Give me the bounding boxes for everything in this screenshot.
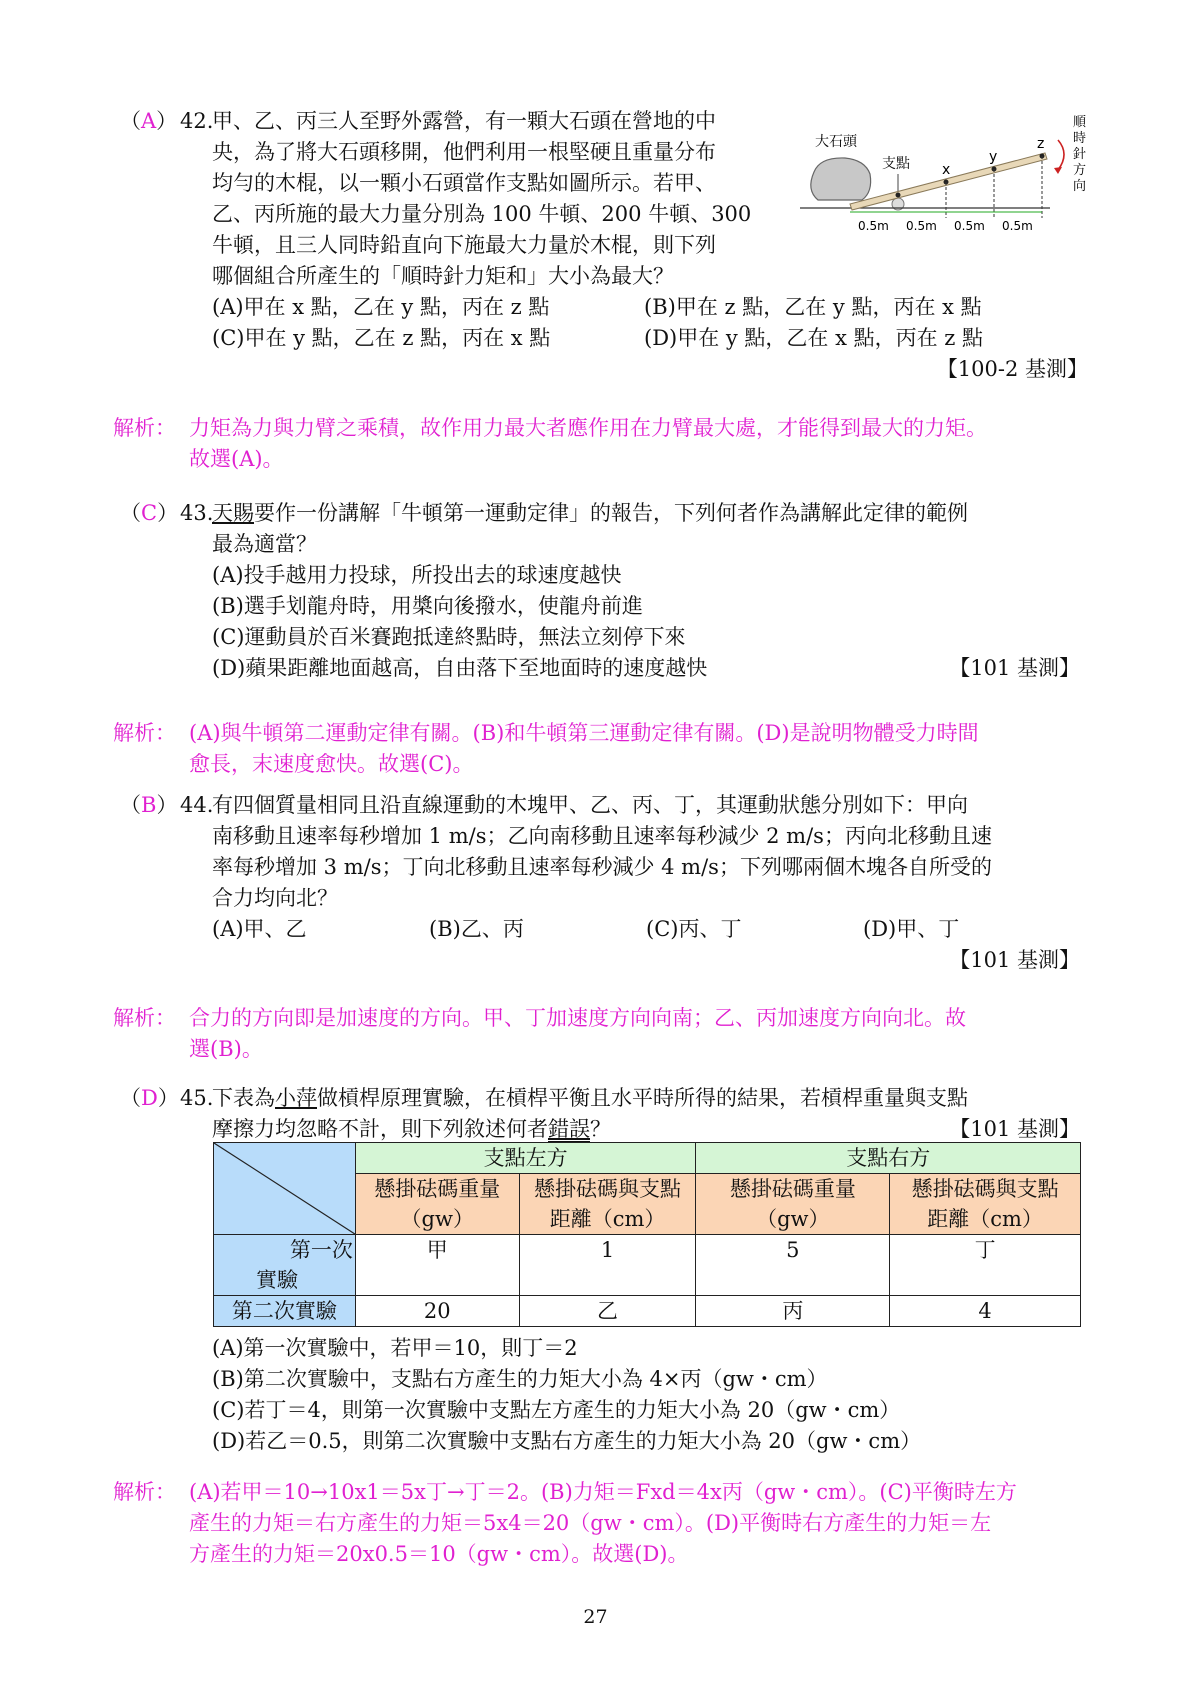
lever-data-table bbox=[213, 1142, 1081, 1327]
lever-diagram bbox=[800, 112, 1090, 237]
table-cell: 20 bbox=[355, 1296, 519, 1327]
option-a: (A)甲在 x 點，乙在 y 點，丙在 z 點 bbox=[212, 295, 550, 319]
option-a: (A)投手越用力投球，所投出去的球速度越快 bbox=[212, 563, 622, 587]
question-45 bbox=[120, 1083, 1080, 1145]
stem-text: 做槓桿原理實驗，在槓桿平衡且水平時所得的結果，若槓桿重量與支點 bbox=[317, 1086, 968, 1110]
group-header-right: 支點右方 bbox=[696, 1143, 1081, 1174]
explanation-label: 解析： bbox=[113, 721, 176, 745]
svg-text:y: y bbox=[989, 149, 998, 165]
table-cell: 1 bbox=[519, 1235, 696, 1296]
stem-line: 最為適當？ bbox=[212, 532, 317, 556]
stem-line: 要作一份講解「牛頓第一運動定律」的報告，下列何者作為講解此定律的範例 bbox=[254, 501, 968, 525]
answer-letter: D bbox=[141, 1086, 158, 1110]
stem-line: 南移動且速率每秒增加 1 m/s；乙向南移動且速率每秒減少 2 m/s；丙向北移動且速 bbox=[212, 824, 992, 848]
explanation-line: 故選(A)。 bbox=[189, 447, 284, 471]
column-header: 懸掛砝碼重量 （gw） bbox=[355, 1174, 519, 1235]
option-b: (B)甲在 z 點，乙在 y 點，丙在 x 點 bbox=[644, 295, 982, 319]
question-number: 44. bbox=[180, 793, 214, 817]
question-number: 42. bbox=[180, 109, 214, 133]
person-name: 小萍 bbox=[275, 1086, 317, 1110]
explanation-43 bbox=[113, 718, 1083, 780]
svg-text:x: x bbox=[942, 162, 951, 178]
column-header: 懸掛砝碼重量 （gw） bbox=[696, 1174, 890, 1235]
svg-text:0.5m: 0.5m bbox=[906, 219, 937, 233]
svg-text:方: 方 bbox=[1073, 163, 1087, 178]
explanation-line: 力矩為力與力臂之乘積，故作用力最大者應作用在力臂最大處，才能得到最大的力矩。 bbox=[189, 416, 987, 440]
column-header: 懸掛砝碼與支點 距離（cm） bbox=[519, 1174, 696, 1235]
option-b: (B)第二次實驗中，支點右方產生的力矩大小為 4×丙（gw・cm） bbox=[212, 1367, 828, 1391]
explanation-label: 解析： bbox=[113, 1006, 176, 1030]
stem-text: ？ bbox=[590, 1117, 611, 1141]
question-43 bbox=[120, 498, 1080, 684]
row-header: 第二次實驗 bbox=[214, 1296, 356, 1327]
option-d: (D)甲、丁 bbox=[863, 917, 960, 941]
stem-text: 下表為 bbox=[212, 1086, 275, 1110]
row-header: 第一次 實驗 bbox=[214, 1235, 356, 1296]
answer-mark: （A） bbox=[120, 109, 178, 133]
table-cell: 丙 bbox=[696, 1296, 890, 1327]
option-c: (C)若丁＝4，則第一次實驗中支點左方產生的力矩大小為 20（gw・cm） bbox=[212, 1398, 901, 1422]
stem-line: 均勻的木棍，以一顆小石頭當作支點如圖所示。若甲、 bbox=[212, 171, 716, 195]
option-b: (B)乙、丙 bbox=[429, 917, 524, 941]
option-c: (C)運動員於百米賽跑抵達終點時，無法立刻停下來 bbox=[212, 625, 686, 649]
question-number: 45. bbox=[180, 1086, 214, 1110]
explanation-45 bbox=[113, 1477, 1083, 1570]
stem-line: 甲、乙、丙三人至野外露營，有一顆大石頭在營地的中 bbox=[212, 109, 716, 133]
stem-line: 合力均向北？ bbox=[212, 886, 338, 910]
option-b: (B)選手划龍舟時，用槳向後撥水，使龍舟前進 bbox=[212, 594, 643, 618]
answer-mark: （C） bbox=[120, 501, 179, 525]
source-tag: 【101 基測】 bbox=[949, 1117, 1080, 1141]
question-45-options bbox=[120, 1333, 1080, 1457]
answer-letter: A bbox=[141, 109, 157, 133]
option-c: (C)甲在 y 點，乙在 z 點，丙在 x 點 bbox=[212, 326, 551, 350]
svg-text:時: 時 bbox=[1073, 131, 1087, 146]
stem-text: 摩擦力均忽略不計，則下列敘述何者 bbox=[212, 1117, 548, 1141]
explanation-label: 解析： bbox=[113, 1480, 176, 1504]
rock-icon bbox=[811, 158, 871, 200]
option-a: (A)第一次實驗中，若甲＝10，則丁＝2 bbox=[212, 1336, 578, 1360]
source-tag: 【101 基測】 bbox=[949, 948, 1080, 972]
explanation-line: (A)若甲＝10→10x1＝5x丁→丁＝2。(B)力矩＝Fxd＝4x丙（gw・cm）。(C)平衡時左方 bbox=[189, 1480, 1017, 1504]
group-header-left: 支點左方 bbox=[355, 1143, 696, 1174]
stem-line: 有四個質量相同且沿直線運動的木塊甲、乙、丙、丁，其運動狀態分別如下：甲向 bbox=[212, 793, 968, 817]
explanation-44 bbox=[113, 1003, 1083, 1065]
svg-text:順: 順 bbox=[1073, 115, 1087, 130]
explanation-line: 產生的力矩＝右方產生的力矩＝5x4＝20（gw・cm）。(D)平衡時右方產生的力矩＝左 bbox=[189, 1511, 992, 1535]
table-cell: 甲 bbox=[355, 1235, 519, 1296]
option-a: (A)甲、乙 bbox=[212, 917, 307, 941]
question-number: 43. bbox=[180, 501, 214, 525]
option-d: (D)若乙＝0.5，則第二次實驗中支點右方產生的力矩大小為 20（gw・cm） bbox=[212, 1429, 922, 1453]
svg-text:0.5m: 0.5m bbox=[954, 219, 985, 233]
column-header: 懸掛砝碼與支點 距離（cm） bbox=[890, 1174, 1081, 1235]
table-row bbox=[214, 1235, 1081, 1296]
table-row bbox=[214, 1296, 1081, 1327]
person-name: 天賜 bbox=[212, 501, 254, 525]
explanation-line: (A)與牛頓第二運動定律有關。(B)和牛頓第三運動定律有關。(D)是說明物體受力時間 bbox=[189, 721, 979, 745]
svg-text:向: 向 bbox=[1073, 179, 1087, 194]
table-cell: 4 bbox=[890, 1296, 1081, 1327]
source-tag: 【100-2 基測】 bbox=[936, 357, 1088, 381]
explanation-line: 方產生的力矩＝20x0.5＝10（gw・cm）。故選(D)。 bbox=[189, 1542, 689, 1566]
option-d: (D)蘋果距離地面越高，自由落下至地面時的速度越快 bbox=[212, 656, 708, 680]
fulcrum-label: 支點 bbox=[882, 156, 910, 172]
stem-line: 哪個組合所產生的「順時針力矩和」大小為最大？ bbox=[212, 264, 674, 288]
svg-text:0.5m: 0.5m bbox=[858, 219, 889, 233]
answer-letter: B bbox=[141, 793, 157, 817]
emphasis-word: 錯誤 bbox=[548, 1117, 590, 1141]
svg-text:針: 針 bbox=[1073, 147, 1087, 162]
diagonal-header-cell bbox=[214, 1143, 356, 1235]
clockwise-arrow-icon bbox=[1058, 140, 1064, 170]
question-44 bbox=[120, 790, 1080, 976]
answer-mark: （B） bbox=[120, 793, 178, 817]
table-cell: 5 bbox=[696, 1235, 890, 1296]
explanation-line: 選(B)。 bbox=[189, 1037, 263, 1061]
stem-line: 率每秒增加 3 m/s；丁向北移動且速率每秒減少 4 m/s；下列哪兩個木塊各自所受的 bbox=[212, 855, 992, 879]
answer-letter: C bbox=[141, 501, 158, 525]
explanation-42 bbox=[113, 413, 1083, 475]
svg-text:0.5m: 0.5m bbox=[1002, 219, 1033, 233]
rock-label: 大石頭 bbox=[815, 134, 857, 150]
svg-text:z: z bbox=[1037, 136, 1045, 152]
answer-mark: （D） bbox=[120, 1086, 179, 1110]
page-number: 27 bbox=[583, 1606, 608, 1628]
stem-line: 央，為了將大石頭移開，他們利用一根堅硬且重量分布 bbox=[212, 140, 716, 164]
option-c: (C)丙、丁 bbox=[646, 917, 742, 941]
option-d: (D)甲在 y 點，乙在 x 點，丙在 z 點 bbox=[644, 326, 984, 350]
explanation-label: 解析： bbox=[113, 416, 176, 440]
explanation-line: 愈長，末速度愈快。故選(C)。 bbox=[189, 752, 474, 776]
source-tag: 【101 基測】 bbox=[949, 656, 1080, 680]
stem-line: 牛頓，且三人同時鉛直向下施最大力量於木棍，則下列 bbox=[212, 233, 716, 257]
stem-line: 乙、丙所施的最大力量分別為 100 牛頓、200 牛頓、300 bbox=[212, 202, 752, 226]
table-cell: 乙 bbox=[519, 1296, 696, 1327]
table-cell: 丁 bbox=[890, 1235, 1081, 1296]
explanation-line: 合力的方向即是加速度的方向。甲、丁加速度方向向南；乙、丙加速度方向向北。故 bbox=[189, 1006, 966, 1030]
